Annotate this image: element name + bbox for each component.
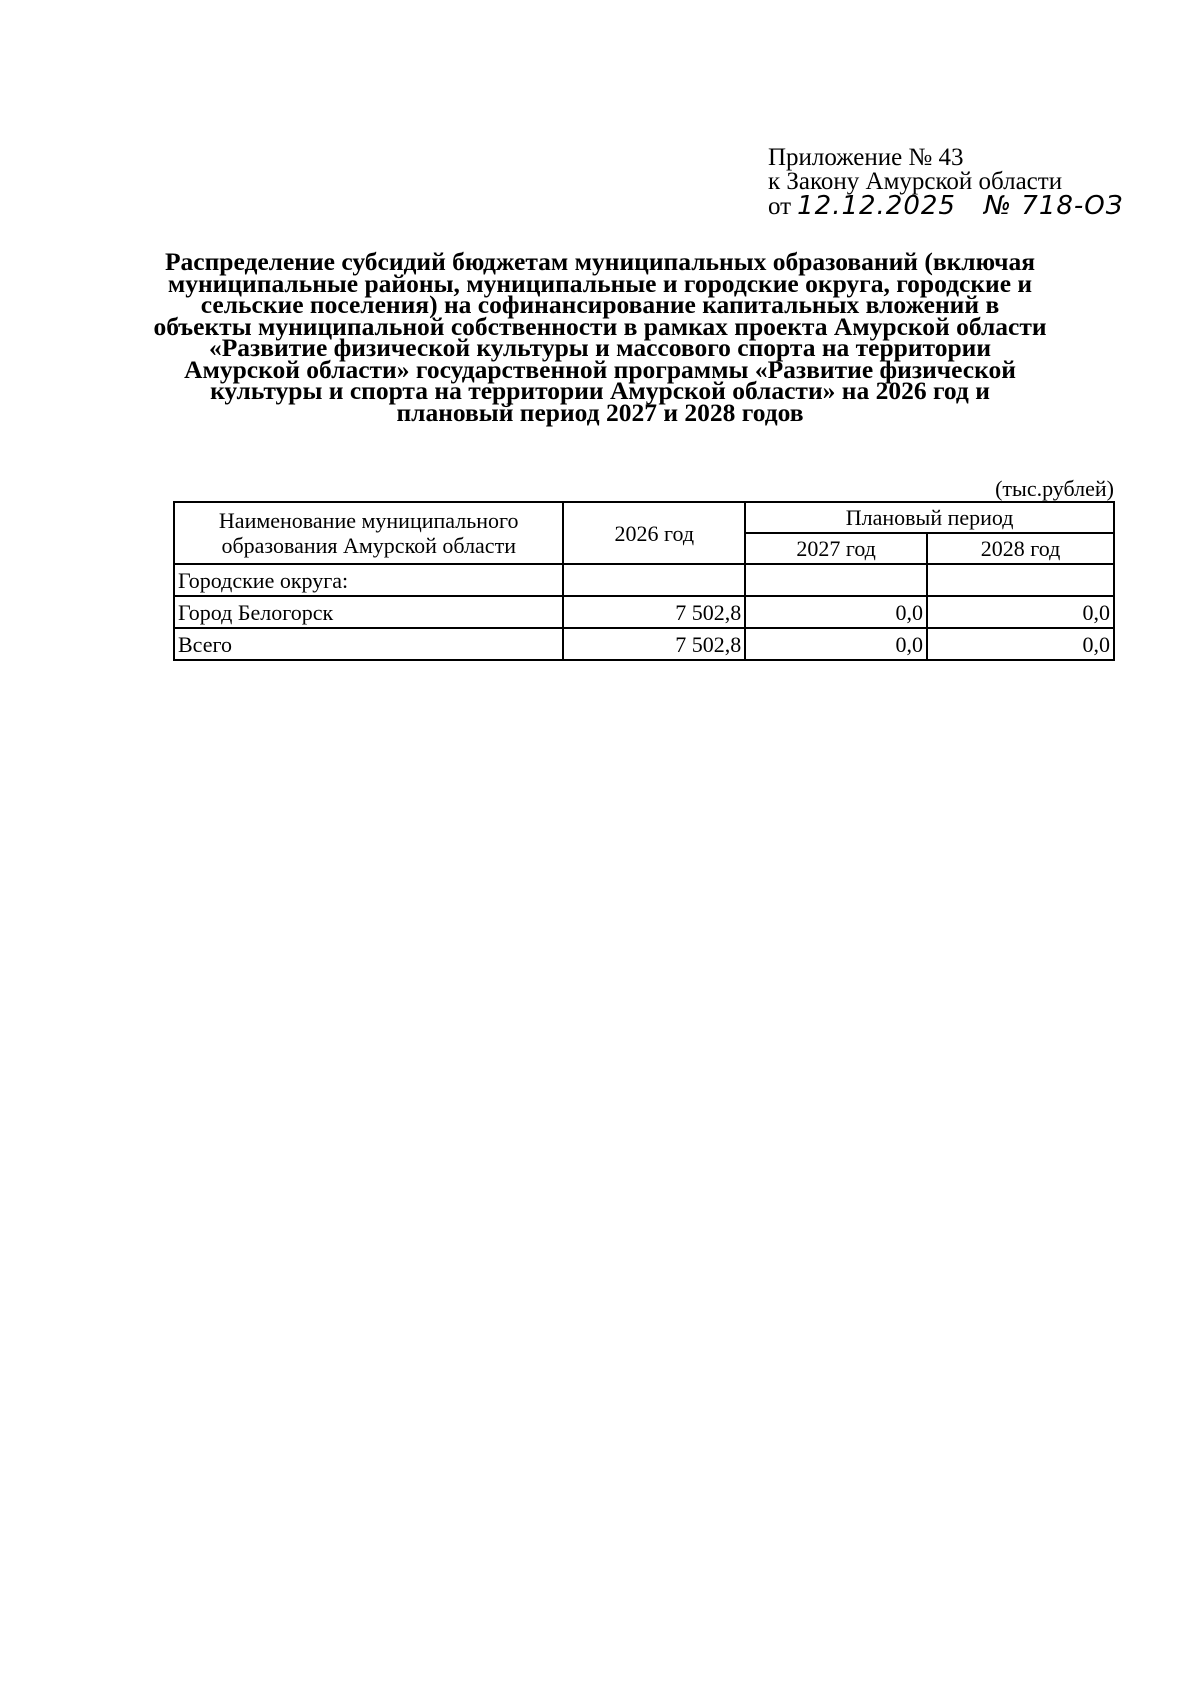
appendix-date-line (768, 191, 1168, 221)
section-cell-2028 (927, 564, 1114, 596)
section-cell-2026 (563, 564, 745, 596)
appendix-header (768, 146, 1168, 219)
subsidy-table (173, 501, 1115, 661)
section-cell-2027 (745, 564, 927, 596)
header-year-2027: 2027 год (745, 533, 927, 564)
row-municipality: Город Белогорск (174, 596, 563, 628)
row-value-2027: 0,0 (745, 596, 927, 628)
total-value-2026: 7 502,8 (563, 628, 745, 660)
header-year-2026: 2026 год (563, 502, 745, 564)
handwritten-date: 12.12.2025 (797, 191, 956, 221)
header-planned-period: Плановый период (745, 502, 1114, 533)
header-municipality-name: Наименование муниципального образования Амурской области (174, 502, 563, 564)
row-value-2026: 7 502,8 (563, 596, 745, 628)
row-value-2028: 0,0 (927, 596, 1114, 628)
document-title: Распределение субсидий бюджетам муниципальных образований (включая муниципальные районы, муниципальные и городские округа, городские и сельские поселения) на софинансирование капитальных вложений в объекты муниципальной собственности в рамках проекта Амурской области «Развитие физической культуры и массового спорта на территории Амурской области» государственной программы «Развитие физической культуры и спорта на территории Амурской области» на 2026 год и плановый период 2027 и 2028 годов (153, 247, 1047, 427)
section-row (174, 564, 1114, 596)
table-row (174, 596, 1114, 628)
appendix-law-reference: к Закону Амурской области (768, 168, 1063, 195)
units-label: (тыс.рублей) (995, 476, 1114, 501)
header-year-2028: 2028 год (927, 533, 1114, 564)
total-value-2028: 0,0 (927, 628, 1114, 660)
appendix-number: Приложение № 43 (768, 144, 964, 171)
total-row (174, 628, 1114, 660)
section-label: Городские округа: (174, 564, 563, 596)
date-prefix: от (768, 193, 792, 220)
total-value-2027: 0,0 (745, 628, 927, 660)
handwritten-law-number: № 718-ОЗ (983, 191, 1124, 221)
total-label: Всего (174, 628, 563, 660)
